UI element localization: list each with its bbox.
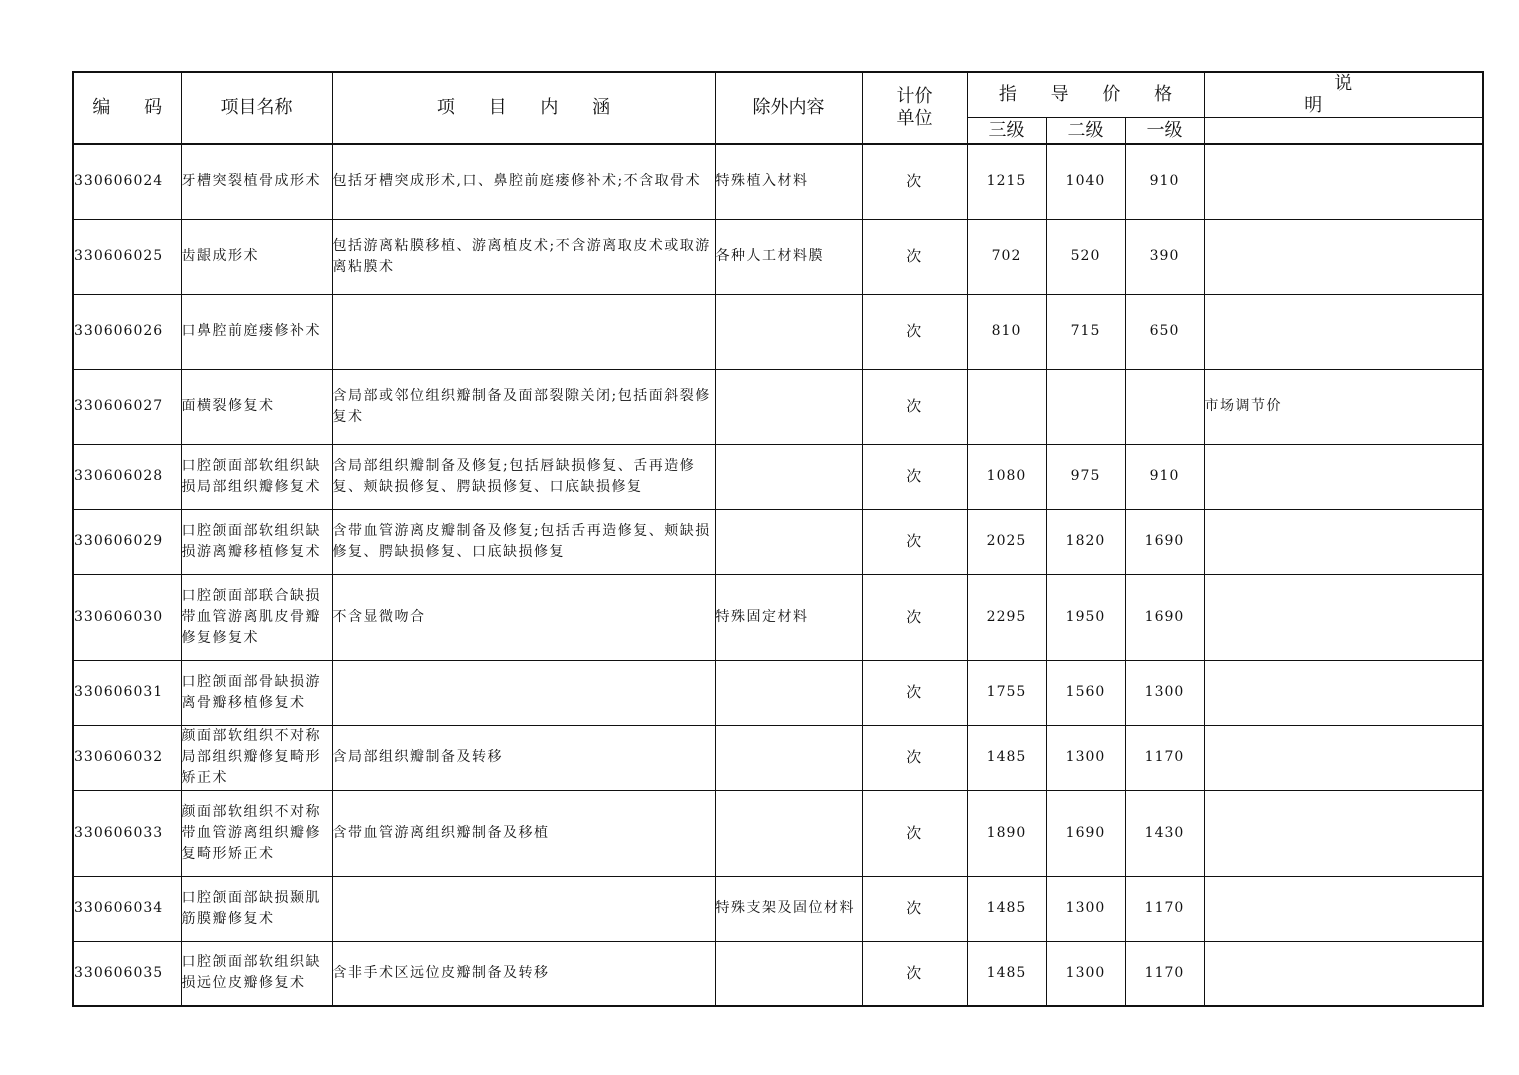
code-cell: 330606024	[73, 144, 181, 219]
price-level2-cell: 1300	[1046, 941, 1125, 1006]
price-table	[72, 71, 1484, 1007]
price-level1-cell: 910	[1125, 444, 1204, 509]
price-level3-cell	[967, 369, 1046, 444]
price-level1-cell: 1690	[1125, 509, 1204, 574]
price-level2-cell: 715	[1046, 294, 1125, 369]
name-cell: 颜面部软组织不对称局部组织瓣修复畸形矫正术	[181, 725, 332, 790]
code-cell: 330606026	[73, 294, 181, 369]
unit-cell: 次	[862, 294, 967, 369]
price-level2-cell: 1300	[1046, 725, 1125, 790]
price-level2-cell: 1690	[1046, 790, 1125, 876]
note-cell: 市场调节价	[1204, 369, 1483, 444]
name-cell: 口腔颌面部软组织缺损游离瓣移植修复术	[181, 509, 332, 574]
content-cell: 含非手术区远位皮瓣制备及转移	[332, 941, 715, 1006]
header-level2: 二级	[1046, 118, 1125, 145]
unit-cell: 次	[862, 369, 967, 444]
content-cell: 不含显微吻合	[332, 574, 715, 660]
note-cell	[1204, 876, 1483, 941]
name-cell: 口腔颌面部软组织缺损局部组织瓣修复术	[181, 444, 332, 509]
price-level1-cell: 390	[1125, 219, 1204, 294]
code-cell: 330606034	[73, 876, 181, 941]
price-level2-cell: 975	[1046, 444, 1125, 509]
price-level1-cell: 1690	[1125, 574, 1204, 660]
table-row	[73, 660, 1483, 725]
unit-cell: 次	[862, 876, 967, 941]
price-level1-cell: 1170	[1125, 941, 1204, 1006]
name-cell: 颜面部软组织不对称带血管游离组织瓣修复畸形矫正术	[181, 790, 332, 876]
price-level1-cell: 910	[1125, 144, 1204, 219]
unit-cell: 次	[862, 509, 967, 574]
price-level2-cell: 520	[1046, 219, 1125, 294]
note-cell	[1204, 790, 1483, 876]
content-cell: 包括牙槽突成形术,口、鼻腔前庭瘘修补术;不含取骨术	[332, 144, 715, 219]
excluded-cell	[715, 369, 862, 444]
name-cell: 口腔颌面部联合缺损带血管游离肌皮骨瓣修复修复术	[181, 574, 332, 660]
price-level2-cell: 1040	[1046, 144, 1125, 219]
note-cell	[1204, 444, 1483, 509]
price-level3-cell: 1485	[967, 876, 1046, 941]
price-level3-cell: 1215	[967, 144, 1046, 219]
unit-cell: 次	[862, 144, 967, 219]
code-cell: 330606031	[73, 660, 181, 725]
note-cell	[1204, 219, 1483, 294]
price-level2-cell: 1560	[1046, 660, 1125, 725]
name-cell: 口腔颌面部骨缺损游离骨瓣移植修复术	[181, 660, 332, 725]
header-level1: 一级	[1125, 118, 1204, 145]
table-row	[73, 219, 1483, 294]
note-cell	[1204, 941, 1483, 1006]
name-cell: 口腔颌面部软组织缺损远位皮瓣修复术	[181, 941, 332, 1006]
price-level1-cell: 1170	[1125, 876, 1204, 941]
unit-cell: 次	[862, 219, 967, 294]
name-cell: 牙槽突裂植骨成形术	[181, 144, 332, 219]
header-content: 项 目 内 涵	[332, 72, 715, 144]
excluded-cell	[715, 725, 862, 790]
table-row	[73, 144, 1483, 219]
content-cell: 含局部组织瓣制备及转移	[332, 725, 715, 790]
code-cell: 330606033	[73, 790, 181, 876]
code-cell: 330606030	[73, 574, 181, 660]
excluded-cell: 特殊植入材料	[715, 144, 862, 219]
unit-cell: 次	[862, 790, 967, 876]
price-level1-cell: 1170	[1125, 725, 1204, 790]
table-row	[73, 574, 1483, 660]
excluded-cell	[715, 509, 862, 574]
header-unit-line2: 单位	[896, 108, 933, 129]
price-level3-cell: 1080	[967, 444, 1046, 509]
content-cell	[332, 294, 715, 369]
table-row	[73, 941, 1483, 1006]
price-level1-cell: 1430	[1125, 790, 1204, 876]
price-level3-cell: 2295	[967, 574, 1046, 660]
content-cell: 含带血管游离皮瓣制备及修复;包括舌再造修复、颊缺损修复、腭缺损修复、口底缺损修复	[332, 509, 715, 574]
note-cell	[1204, 574, 1483, 660]
excluded-cell: 各种人工材料膜	[715, 219, 862, 294]
excluded-cell	[715, 444, 862, 509]
price-level3-cell: 702	[967, 219, 1046, 294]
unit-cell: 次	[862, 941, 967, 1006]
content-cell	[332, 876, 715, 941]
name-cell: 齿龈成形术	[181, 219, 332, 294]
price-level3-cell: 1755	[967, 660, 1046, 725]
excluded-cell	[715, 790, 862, 876]
name-cell: 口鼻腔前庭瘘修补术	[181, 294, 332, 369]
price-level3-cell: 1485	[967, 941, 1046, 1006]
table-row	[73, 369, 1483, 444]
excluded-cell: 特殊支架及固位材料	[715, 876, 862, 941]
price-level3-cell: 1485	[967, 725, 1046, 790]
unit-cell: 次	[862, 725, 967, 790]
content-cell: 含局部组织瓣制备及修复;包括唇缺损修复、舌再造修复、颊缺损修复、腭缺损修复、口底缺损修复	[332, 444, 715, 509]
unit-cell: 次	[862, 660, 967, 725]
price-level1-cell: 650	[1125, 294, 1204, 369]
code-cell: 330606035	[73, 941, 181, 1006]
note-cell	[1204, 294, 1483, 369]
header-price-group: 指 导 价 格	[967, 72, 1204, 118]
content-cell	[332, 660, 715, 725]
excluded-cell	[715, 294, 862, 369]
excluded-cell	[715, 941, 862, 1006]
header-level3: 三级	[967, 118, 1046, 145]
price-level1-cell	[1125, 369, 1204, 444]
name-cell: 口腔颌面部缺损颞肌筋膜瓣修复术	[181, 876, 332, 941]
table-row	[73, 790, 1483, 876]
table-body	[73, 144, 1483, 1006]
price-level3-cell: 1890	[967, 790, 1046, 876]
unit-cell: 次	[862, 444, 967, 509]
table-row	[73, 725, 1483, 790]
header-note: 说 明	[1204, 72, 1483, 118]
note-cell	[1204, 725, 1483, 790]
code-cell: 330606029	[73, 509, 181, 574]
code-cell: 330606032	[73, 725, 181, 790]
table-row	[73, 509, 1483, 574]
header-unit	[862, 72, 967, 144]
content-cell: 包括游离粘膜移植、游离植皮术;不含游离取皮术或取游离粘膜术	[332, 219, 715, 294]
price-level3-cell: 810	[967, 294, 1046, 369]
content-cell: 含局部或邻位组织瓣制备及面部裂隙关闭;包括面斜裂修复术	[332, 369, 715, 444]
note-cell	[1204, 144, 1483, 219]
code-cell: 330606027	[73, 369, 181, 444]
content-cell: 含带血管游离组织瓣制备及移植	[332, 790, 715, 876]
note-cell	[1204, 509, 1483, 574]
price-level1-cell: 1300	[1125, 660, 1204, 725]
code-cell: 330606028	[73, 444, 181, 509]
price-level2-cell: 1950	[1046, 574, 1125, 660]
excluded-cell: 特殊固定材料	[715, 574, 862, 660]
price-level2-cell	[1046, 369, 1125, 444]
note-cell	[1204, 660, 1483, 725]
price-level2-cell: 1820	[1046, 509, 1125, 574]
header-name: 项目名称	[181, 72, 332, 144]
table-row	[73, 294, 1483, 369]
price-level3-cell: 2025	[967, 509, 1046, 574]
header-note-blank	[1204, 118, 1483, 145]
header-unit-line1: 计价	[896, 86, 933, 107]
price-level2-cell: 1300	[1046, 876, 1125, 941]
name-cell: 面横裂修复术	[181, 369, 332, 444]
table-row	[73, 444, 1483, 509]
header-excluded: 除外内容	[715, 72, 862, 144]
excluded-cell	[715, 660, 862, 725]
code-cell: 330606025	[73, 219, 181, 294]
table-row	[73, 876, 1483, 941]
header-code: 编 码	[73, 72, 181, 144]
unit-cell: 次	[862, 574, 967, 660]
